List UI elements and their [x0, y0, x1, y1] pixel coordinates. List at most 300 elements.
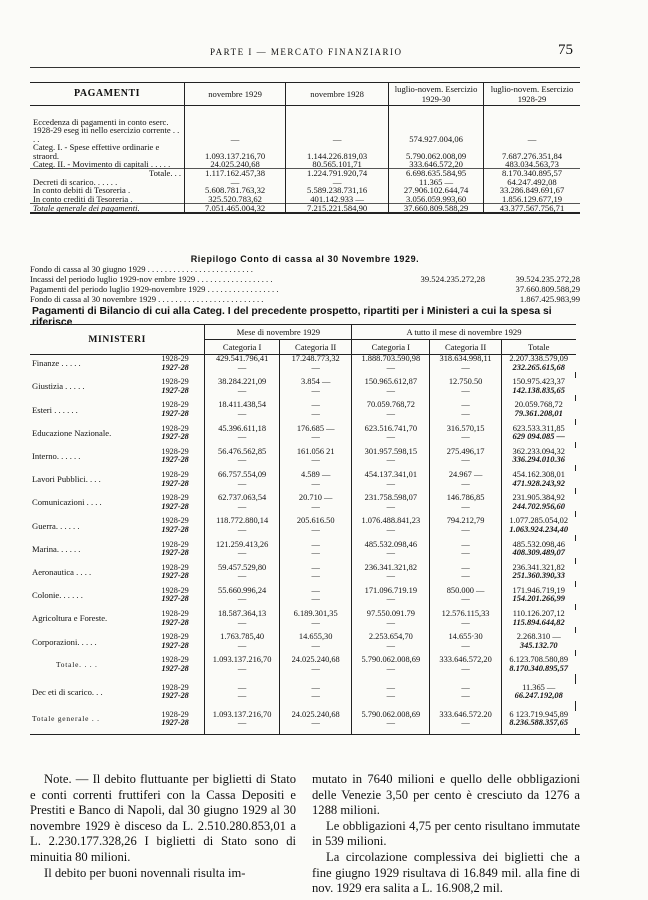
- gap-cell: [576, 465, 581, 471]
- gap-cell: [576, 558, 581, 564]
- cell-value: 24.025.240,68: [185, 160, 286, 169]
- total-previous: 471.928.243,92: [512, 478, 565, 488]
- year-current: 1928-29: [159, 541, 204, 550]
- cell-value: 6.698.635.584,95: [389, 169, 484, 178]
- cell-value: 24.967 —: [430, 471, 502, 480]
- col-pagamenti: PAGAMENTI: [30, 83, 185, 106]
- total-current: 11.365 —: [522, 682, 556, 692]
- riepilogo-row: [30, 294, 580, 304]
- cell-value-prev: —: [205, 526, 280, 535]
- year-current: 1928-29: [159, 610, 204, 619]
- pagamenti-table: [30, 82, 580, 214]
- year-previous: 1927-28: [159, 572, 204, 581]
- ministero-name: Aeronautica . . . .: [32, 566, 92, 577]
- cell-value-prev: —: [205, 719, 280, 728]
- gap-cell: [576, 701, 581, 711]
- cell-value: 1.076.488.841,23: [352, 517, 430, 526]
- ministero-name: Educazione Nazionale.: [32, 427, 112, 438]
- year-previous: 1927-28: [159, 526, 204, 535]
- ministero-row: [30, 587, 580, 596]
- total-current: 6.123.708.580,89: [509, 655, 569, 665]
- col-esercizio-1929-30: luglio-novem. Esercizio 1929-30: [389, 83, 484, 106]
- cell-value: 11.365 —: [389, 178, 484, 186]
- cell-value-prev: —: [205, 410, 280, 419]
- cell-value: —: [430, 541, 502, 550]
- riepilogo-value-2: 39.524.235.272,28: [515, 274, 580, 284]
- total-current: 362.233.094,32: [512, 446, 565, 456]
- cell-value: —: [286, 118, 389, 143]
- cell-value: 3.854 —: [279, 378, 352, 387]
- cell-value: —: [430, 564, 502, 573]
- riepilogo-title: Riepilogo Conto di cassa al 30 Novembre 1929.: [190, 254, 420, 264]
- header-rule: [30, 67, 580, 68]
- cell-value-prev: —: [352, 503, 430, 512]
- cell-value: 574.927.004,06: [389, 118, 484, 143]
- ministero-row: [30, 425, 580, 434]
- total-previous: 115.894.644,82: [512, 617, 565, 627]
- table-row: [30, 204, 580, 214]
- table-row: [30, 118, 580, 143]
- col-nov-1929: novembre 1929: [185, 83, 286, 106]
- cell-value: 161.056 21: [279, 448, 352, 457]
- ministero-name: Giustizia . . . . .: [32, 381, 85, 392]
- ministero-row: [30, 564, 580, 573]
- year-current: 1928-29: [159, 494, 204, 503]
- cell-value: 5.790.062.008,69: [352, 656, 430, 665]
- note-paragraph: Il debito per buoni novennali risulta im-: [44, 865, 246, 880]
- cell-value-prev: —: [205, 480, 280, 489]
- cell-value-prev: —: [352, 387, 430, 396]
- table-row: [30, 143, 580, 160]
- cell-value: 121.259.413,26: [205, 541, 280, 550]
- cell-value: 1.763.785,40: [205, 633, 280, 642]
- cell-value: 66.757.554,09: [205, 471, 280, 480]
- cell-value: 333.646.572,20: [389, 160, 484, 169]
- total-current: 231.905.384,92: [512, 493, 565, 503]
- ministero-name: Marina. . . . . .: [32, 543, 81, 554]
- cell-value: —: [279, 401, 352, 410]
- cell-value-prev: —: [279, 364, 352, 373]
- gap-cell: [30, 701, 159, 711]
- ministero-name: Dec eti di scarico. . .: [32, 686, 103, 697]
- gap-cell: [352, 728, 430, 735]
- ministero-row: [30, 633, 580, 642]
- cell-value: 6.189.301,35: [279, 610, 352, 619]
- riepilogo-label: Pagamenti del periodo luglio 1929-novembre 1929 . . . . . . . . . . . . . . . . .: [30, 284, 279, 294]
- table-row: [30, 160, 580, 169]
- cell-value-prev: —: [430, 692, 502, 701]
- spacer-cell: [286, 106, 389, 119]
- note-right-column: [312, 772, 580, 897]
- gap-cell: [576, 372, 581, 378]
- cell-value: —: [352, 684, 430, 693]
- cell-value: 623.516.741,70: [352, 425, 430, 434]
- gap-cell: [576, 650, 581, 656]
- cell-value: 485.532.098,46: [352, 541, 430, 550]
- cell-value-prev: —: [430, 719, 502, 728]
- cell-value: 64.247.492,08: [507, 176, 557, 187]
- cell-value: 1.856.129.677,19: [501, 193, 563, 204]
- cell-value-prev: —: [430, 619, 502, 628]
- total-previous: 345.132.70: [519, 640, 558, 650]
- row-label: Totale. . .: [30, 169, 185, 178]
- ministero-name: Comunicazioni . . . .: [32, 497, 102, 508]
- year-previous: 1927-28: [159, 595, 204, 604]
- cell-value: 150.965.612,87: [352, 378, 430, 387]
- cell-value: 146.786,85: [430, 494, 502, 503]
- cell-value: 118.772.880,14: [205, 517, 280, 526]
- page-number: 75: [558, 42, 573, 58]
- total-previous: 8.236.588.357,65: [509, 718, 569, 728]
- cell-value: 1.117.162.457,38: [185, 169, 286, 178]
- col-esercizio-1928-29: luglio-novem. Esercizio 1928-29: [484, 83, 580, 106]
- cell-value-prev: —: [352, 719, 430, 728]
- cell-value-prev: —: [430, 410, 502, 419]
- cell-value-prev: —: [279, 642, 352, 651]
- total-current: 6 123.719.945,89: [509, 709, 569, 719]
- cell-value-prev: —: [430, 549, 502, 558]
- gap-cell: [576, 395, 581, 401]
- cell-value-prev: —: [279, 595, 352, 604]
- cell-value-prev: —: [279, 719, 352, 728]
- cell-value-prev: —: [430, 387, 502, 396]
- col-tutto-totale: Totale: [501, 340, 575, 355]
- cell-value: —: [185, 178, 286, 186]
- ministeri-table: [30, 324, 580, 735]
- ministero-name: Esteri . . . . . .: [32, 404, 78, 415]
- cell-value: 1.093.137.216,70: [185, 143, 286, 160]
- cell-value: 12.750.50: [430, 378, 502, 387]
- cell-value: 176.685 —: [279, 425, 352, 434]
- gap-row: [30, 728, 580, 735]
- ministero-name: Interno. . . . . .: [32, 451, 81, 462]
- ministero-name: Totale. . . .: [56, 659, 98, 669]
- col-ministeri: MINISTERI: [30, 325, 205, 355]
- cell-value-prev: —: [430, 480, 502, 489]
- cell-value: 1.144.226.819,03: [286, 143, 389, 160]
- year-current: 1928-29: [159, 425, 204, 434]
- cell-value-prev: —: [205, 692, 280, 701]
- total-previous: 251.360.390,33: [512, 571, 565, 581]
- col-group-a-tutto: A tutto il mese di novembre 1929: [352, 325, 576, 340]
- cell-value: —: [279, 564, 352, 573]
- cell-value: 8.170.340.895,57: [484, 169, 580, 178]
- year-current: 1928-29: [159, 587, 204, 596]
- cell-value: 59.457.529,80: [205, 564, 280, 573]
- row-label: Eccedenza di pagamenti in conto eserc. 1928-29 eseg iti nello esercizio corrente . . . .: [30, 118, 185, 143]
- cell-value: 333.646.572.20: [430, 711, 502, 720]
- cell-value-prev: —: [279, 387, 352, 396]
- row-label: Totale generale dei pagamenti.: [30, 204, 185, 214]
- cell-value: 12.576.115,33: [430, 610, 502, 619]
- total-current: 2.268.310 —: [516, 632, 561, 642]
- cell-value-prev: —: [430, 642, 502, 651]
- cell-value-prev: —: [352, 433, 430, 442]
- total-previous: 244.702.956,60: [512, 501, 565, 511]
- riepilogo-value-1: 39.524.235.272,28: [420, 274, 485, 284]
- ministero-name: Corporazioni. . . . .: [32, 636, 97, 647]
- cell-value: 3.056.059.993,60: [389, 195, 484, 204]
- cell-value-prev: —: [352, 642, 430, 651]
- ministero-row: [30, 448, 580, 457]
- ministero-name: Colonie. . . . . .: [32, 590, 83, 601]
- total-previous: 1.063.924.234,40: [509, 524, 569, 534]
- cell-value-prev: —: [430, 526, 502, 535]
- total-previous: 629 094.085 —: [512, 432, 565, 442]
- cell-value: 1.888.703.590,98: [352, 355, 430, 364]
- ministero-name: Guerra. . . . . .: [32, 520, 80, 531]
- cell-value: —: [430, 401, 502, 410]
- cell-value: 5.589.238.731,16: [286, 186, 389, 194]
- year-current: 1928-29: [159, 355, 204, 364]
- col-tutto-cat2: Categoria II: [430, 340, 502, 355]
- cell-value: 5.790.062.008,09: [389, 143, 484, 160]
- ministero-row: [30, 684, 580, 693]
- gap-cell: [576, 674, 581, 684]
- cell-value: —: [527, 133, 537, 144]
- gap-row: [30, 674, 580, 684]
- ministero-row: [30, 517, 580, 526]
- riepilogo-conto-cassa: [30, 254, 580, 304]
- row-label: Categ. II. - Movimento di capitali . . . . .: [30, 160, 185, 169]
- cell-value: 4.589 —: [279, 471, 352, 480]
- ministero-row: [30, 401, 580, 410]
- gap-cell: [576, 728, 581, 735]
- cell-value: 794.212,79: [430, 517, 502, 526]
- year-previous: 1927-28: [159, 642, 204, 651]
- cell-value-prev: —: [352, 665, 430, 674]
- cell-value-prev: —: [430, 364, 502, 373]
- cell-value: 429.541.796,41: [205, 355, 280, 364]
- gap-cell: [205, 728, 280, 735]
- col-group-mese: Mese di novembre 1929: [205, 325, 352, 340]
- year-previous: 1927-28: [159, 719, 204, 728]
- cell-value-prev: —: [430, 503, 502, 512]
- riepilogo-row: [30, 274, 580, 284]
- cell-value-prev: —: [430, 572, 502, 581]
- year-current: 1928-29: [159, 684, 204, 693]
- cell-value: 5.790.062.008,69: [352, 711, 430, 720]
- col-mese-cat2: Categoria II: [279, 340, 352, 355]
- cell-value: 301.957.598,15: [352, 448, 430, 457]
- cell-value: 43.377.567.756,71: [484, 204, 580, 214]
- cell-value: 171.096.719.19: [352, 587, 430, 596]
- cell-value: 97.550.091.79: [352, 610, 430, 619]
- gap-cell: [30, 728, 159, 735]
- total-previous: 142.138.835,65: [512, 385, 565, 395]
- year-previous: 1927-28: [159, 619, 204, 628]
- row-label: In conto debiti di Tesoreria .: [30, 186, 185, 194]
- cell-value: —: [279, 684, 352, 693]
- cell-value: 236.341.321,82: [352, 564, 430, 573]
- cell-value-prev: —: [205, 642, 280, 651]
- cell-value-prev: —: [352, 572, 430, 581]
- total-current: 485.532.098,46: [512, 539, 565, 549]
- gap-cell: [159, 728, 204, 735]
- gap-cell: [576, 442, 581, 448]
- riepilogo-value-2: 37.660.809.588,29: [515, 284, 580, 294]
- cell-value: 1.224.791.920,74: [286, 169, 389, 178]
- cell-value-prev: —: [205, 549, 280, 558]
- year-previous: 1927-28: [159, 387, 204, 396]
- cell-value: 18.587.364,13: [205, 610, 280, 619]
- col-tutto-cat1: Categoria I: [352, 340, 430, 355]
- ministero-row: [30, 711, 580, 720]
- cell-value: 56.476.562,85: [205, 448, 280, 457]
- cell-value-prev: —: [279, 692, 352, 701]
- year-previous: 1927-28: [159, 364, 204, 373]
- note-paragraph: La circolazione complessiva dei biglietti che a fine giugno 1929 risultava di 16.849 mil. alla fine di nov. 1929 era salita a L. 16.908,2 mil.: [312, 849, 580, 896]
- cell-value-prev: —: [205, 387, 280, 396]
- total-current: 171.946.719,19: [512, 585, 565, 595]
- cell-value-prev: —: [205, 595, 280, 604]
- cell-value: 483.034.563,73: [505, 159, 559, 170]
- gap-cell: [576, 581, 581, 587]
- cell-value: 17.248.773,32: [279, 355, 352, 364]
- ministero-row: [30, 471, 580, 480]
- cell-value: —: [185, 118, 286, 143]
- riepilogo-row: [30, 284, 580, 294]
- year-current: 1928-29: [159, 448, 204, 457]
- cell-value: —: [430, 684, 502, 693]
- riepilogo-label: Fondo di cassa al 30 novembre 1929 . . . . . . . . . . . . . . . . . . . . . . . . .: [30, 294, 264, 304]
- year-current: 1928-29: [159, 378, 204, 387]
- cell-value: 33.286.849.691,67: [499, 185, 565, 196]
- year-previous: 1927-28: [159, 549, 204, 558]
- year-current: 1928-29: [159, 564, 204, 573]
- year-current: 1928-29: [159, 517, 204, 526]
- cell-value-prev: —: [279, 572, 352, 581]
- gap-cell: [576, 604, 581, 610]
- year-previous: 1927-28: [159, 503, 204, 512]
- ministero-name: Agricoltura e Foreste.: [32, 613, 108, 624]
- note-paragraph: mutato in 7640 milioni e quello delle obbligazioni delle Venezie 3,50 per cento è cresciuto da 1276 a 1288 milioni.: [312, 772, 580, 818]
- col-nov-1928: novembre 1928: [286, 83, 389, 106]
- cell-value: —: [279, 541, 352, 550]
- ministero-name: Lavori Pubblici. . . .: [32, 474, 101, 485]
- cell-value-prev: —: [205, 503, 280, 512]
- cell-value: —: [286, 178, 389, 186]
- cell-value-prev: —: [430, 456, 502, 465]
- gap-cell: [576, 419, 581, 425]
- cell-value-prev: —: [352, 456, 430, 465]
- year-current: 1928-29: [159, 401, 204, 410]
- gap-cell: [576, 535, 581, 541]
- cell-value: 1.093.137.216,70: [205, 711, 280, 720]
- cell-value-prev: —: [205, 456, 280, 465]
- total-current: 623.533.311,85: [512, 423, 565, 433]
- ministero-name: Totale generale . .: [32, 714, 100, 724]
- cell-value: —: [279, 587, 352, 596]
- cell-value-prev: —: [279, 619, 352, 628]
- year-previous: 1927-28: [159, 410, 204, 419]
- year-previous: 1927-28: [159, 456, 204, 465]
- cell-value: 27.906.102.644,74: [389, 186, 484, 194]
- ministero-row: [30, 355, 580, 364]
- cell-value: —: [205, 684, 280, 693]
- total-current: 150.975.423,37: [512, 377, 565, 387]
- year-current: 1928-29: [159, 711, 204, 720]
- cell-value-prev: —: [352, 549, 430, 558]
- year-current: 1928-29: [159, 633, 204, 642]
- cell-value-prev: —: [279, 549, 352, 558]
- cell-value: 454.137.341,01: [352, 471, 430, 480]
- cell-value-prev: —: [205, 364, 280, 373]
- year-current: 1928-29: [159, 471, 204, 480]
- note-left-column: [30, 772, 296, 881]
- cell-value-prev: —: [352, 480, 430, 489]
- cell-value-prev: —: [205, 619, 280, 628]
- cell-value: 45.396.611,18: [205, 425, 280, 434]
- note-paragraph: Note. — Il debito fluttuante per biglietti di Stato e conti correnti fruttiferi con la Cassa Depositi e Prestiti e Banco di Napoli, dal 30 giugno 1929 al 30 novembre 1929 è disceso da L. 2.510.280.853,01 a L. 2.230.177.328,26 I biglietti di Stato sono di minuitia 80 milioni.: [30, 772, 296, 864]
- cell-value-prev: —: [352, 364, 430, 373]
- total-previous: 154.201.266,99: [512, 594, 565, 604]
- cell-value: 325.520.783,62: [185, 195, 286, 204]
- cell-value-prev: —: [279, 526, 352, 535]
- cell-value: 5.608.781.763,32: [185, 186, 286, 194]
- note-paragraph: Le obbligazioni 4,75 per cento risultano immutate in 539 milioni.: [312, 818, 580, 849]
- cell-value: 318.634.998,11: [430, 355, 502, 364]
- total-current: 20.059.768,72: [514, 400, 563, 410]
- cell-value: 7.687.276.351,84: [501, 150, 563, 161]
- gap-cell: [279, 728, 352, 735]
- total-current: 454.162.308,01: [512, 469, 565, 479]
- cell-value-prev: —: [279, 503, 352, 512]
- year-previous: 1927-28: [159, 692, 204, 701]
- cell-value: 7.215.221.584,90: [286, 204, 389, 214]
- cell-value-prev: —: [430, 665, 502, 674]
- ministero-row: [30, 656, 580, 665]
- total-current: 2.207.338.579,09: [509, 354, 569, 363]
- cell-value: 401.142.933 —: [286, 195, 389, 204]
- total-previous: 79.361.208,01: [514, 408, 563, 418]
- cell-value: 850.000 —: [430, 587, 502, 596]
- riepilogo-label: Incassi del periodo luglio 1929-nov embre 1929 . . . . . . . . . . . . . . . . . .: [30, 274, 273, 284]
- row-label: In conto crediti di Tesoreria .: [30, 195, 185, 204]
- cell-value-prev: —: [430, 595, 502, 604]
- total-previous: 232.265.615,68: [512, 362, 565, 372]
- ministero-name: Finanze . . . . .: [32, 358, 81, 369]
- cell-value-prev: —: [205, 572, 280, 581]
- cell-value-prev: —: [279, 456, 352, 465]
- col-mese-cat1: Categoria I: [205, 340, 280, 355]
- ministero-row: [30, 610, 580, 619]
- gap-cell: [576, 627, 581, 633]
- ministero-row: [30, 378, 580, 387]
- cell-value: 14.655,30: [279, 633, 352, 642]
- cell-value: 24.025.240,68: [279, 656, 352, 665]
- year-previous: 1927-28: [159, 433, 204, 442]
- cell-value: 231.758.598,07: [352, 494, 430, 503]
- cell-value: 62.737.063,54: [205, 494, 280, 503]
- gap-cell: [30, 674, 159, 684]
- cell-value-prev: —: [352, 526, 430, 535]
- total-previous: 336.294.010.36: [512, 455, 565, 465]
- ministero-row: [30, 541, 580, 550]
- gap-cell: [576, 488, 581, 494]
- cell-value: 316.570,15: [430, 425, 502, 434]
- gap-cell: [576, 511, 581, 517]
- cell-value: 1.093.137.216,70: [205, 656, 280, 665]
- cell-value-prev: —: [352, 692, 430, 701]
- running-header: PARTE I — MERCATO FINANZIARIO: [210, 47, 403, 57]
- riepilogo-row: [30, 264, 580, 274]
- year-previous: 1927-28: [159, 665, 204, 674]
- cell-value: 14.655·30: [430, 633, 502, 642]
- cell-value: 20.710 —: [279, 494, 352, 503]
- riepilogo-value-2: 1.867.425.983,99: [519, 294, 580, 304]
- cell-value: 7.051.465.004,32: [185, 204, 286, 214]
